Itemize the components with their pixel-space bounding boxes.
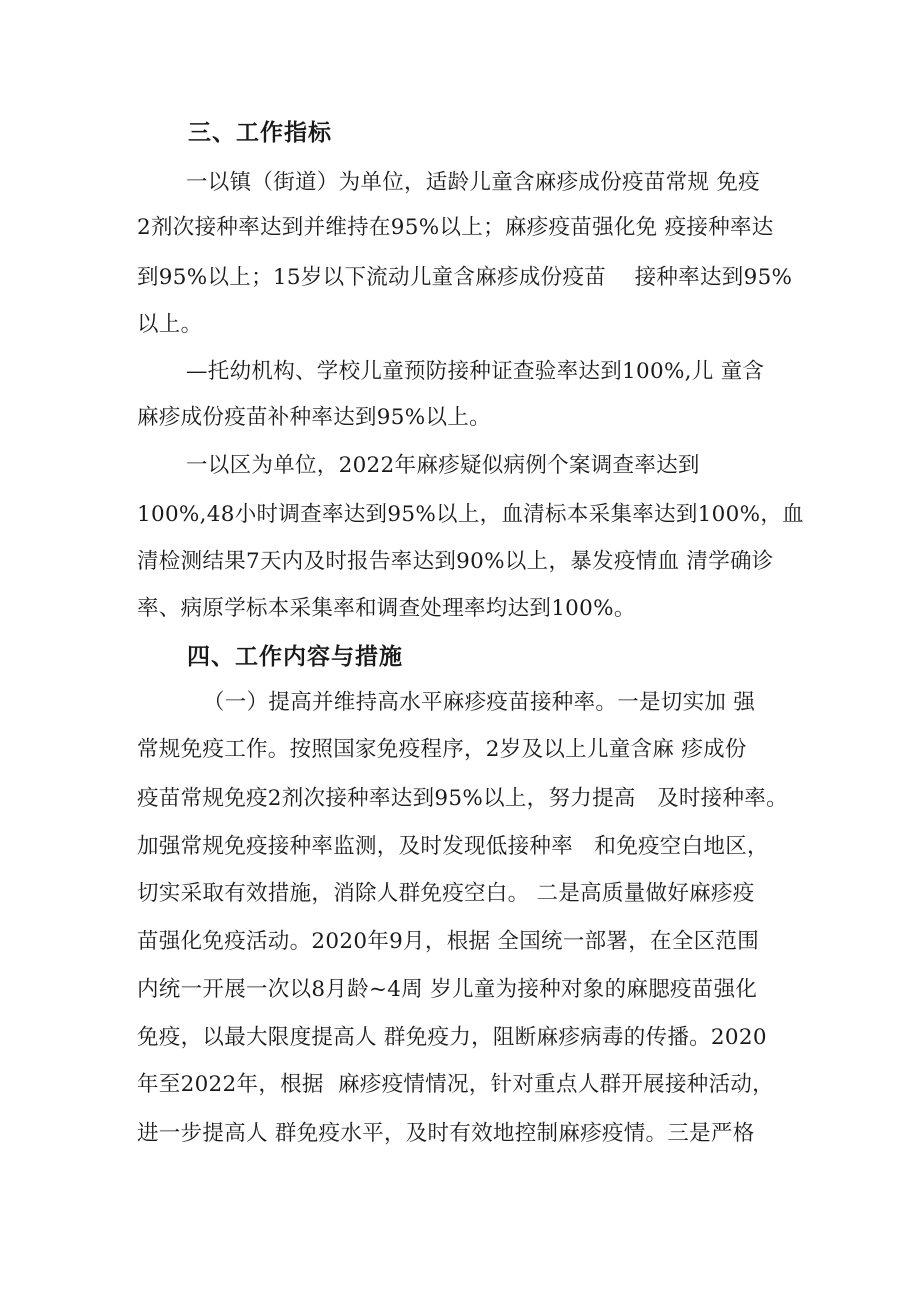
paragraph-line: 疫苗常规免疫2剂次接种率达到95%以上，努力提高 及时接种率。	[137, 786, 788, 811]
paragraph-line: 免疫，以最大限度提高人 群免疫力，阻断麻疹病毒的传播。2020	[137, 1025, 767, 1050]
paragraph-line: 常规免疫工作。按照国家免疫程序，2岁及以上儿童含麻 疹成份	[137, 737, 747, 762]
paragraph-line: 苗强化免疫活动。2020年9月，根据 全国统一部署，在全区范围	[137, 929, 760, 954]
paragraph-line: 2剂次接种率达到并维持在95%以上；麻疹疫苗强化免 疫接种率达	[137, 215, 774, 240]
paragraph-line: 加强常规免疫接种率监测，及时发现低接种率 和免疫空白地区，	[137, 834, 769, 859]
paragraph-line: 清检测结果7天内及时报告率达到90%以上，暴发疫情血 清学确诊	[137, 549, 774, 574]
paragraph-line: 以上。	[137, 312, 203, 337]
paragraph-line: （一）提高并维持高水平麻疹疫苗接种率。一是切实加 强	[203, 690, 756, 715]
paragraph-line: 一以区为单位，2022年麻疹疑似病例个案调查率达到	[186, 453, 700, 478]
paragraph-line: 到95%以上；15岁以下流动儿童含麻疹成份疫苗 接种率达到95%	[137, 265, 793, 290]
paragraph-line: 率、病原学标本采集率和调查处理率均达到100%。	[137, 596, 636, 621]
paragraph-line: 100%,48小时调查率达到95%以上，血清标本采集率达到100%，血	[137, 502, 804, 527]
paragraph-line: 切实采取有效措施，消除人群免疫空白。 二是高质量做好麻疹疫	[137, 881, 755, 906]
paragraph-line: 年至2022年，根据 麻疹疫情情况，针对重点人群开展接种活动，	[137, 1072, 774, 1097]
paragraph-line: 麻疹成份疫苗补种率达到95%以上。	[137, 405, 491, 430]
paragraph-line: 进一步提高人 群免疫水平，及时有效地控制麻疹疫情。三是严格	[137, 1121, 755, 1146]
paragraph-line: 内统一开展一次以8月龄~4周 岁儿童为接种对象的麻腮疫苗强化	[137, 977, 758, 1002]
section-heading-4: 四、工作内容与措施	[187, 644, 403, 670]
section-heading-3: 三、工作指标	[188, 120, 332, 146]
paragraph-line: —托幼机构、学校儿童预防接种证查验率达到100%,儿 童含	[186, 359, 765, 384]
paragraph-line: 一以镇（街道）为单位，适龄儿童含麻疹成份疫苗常规 免疫	[186, 170, 760, 195]
